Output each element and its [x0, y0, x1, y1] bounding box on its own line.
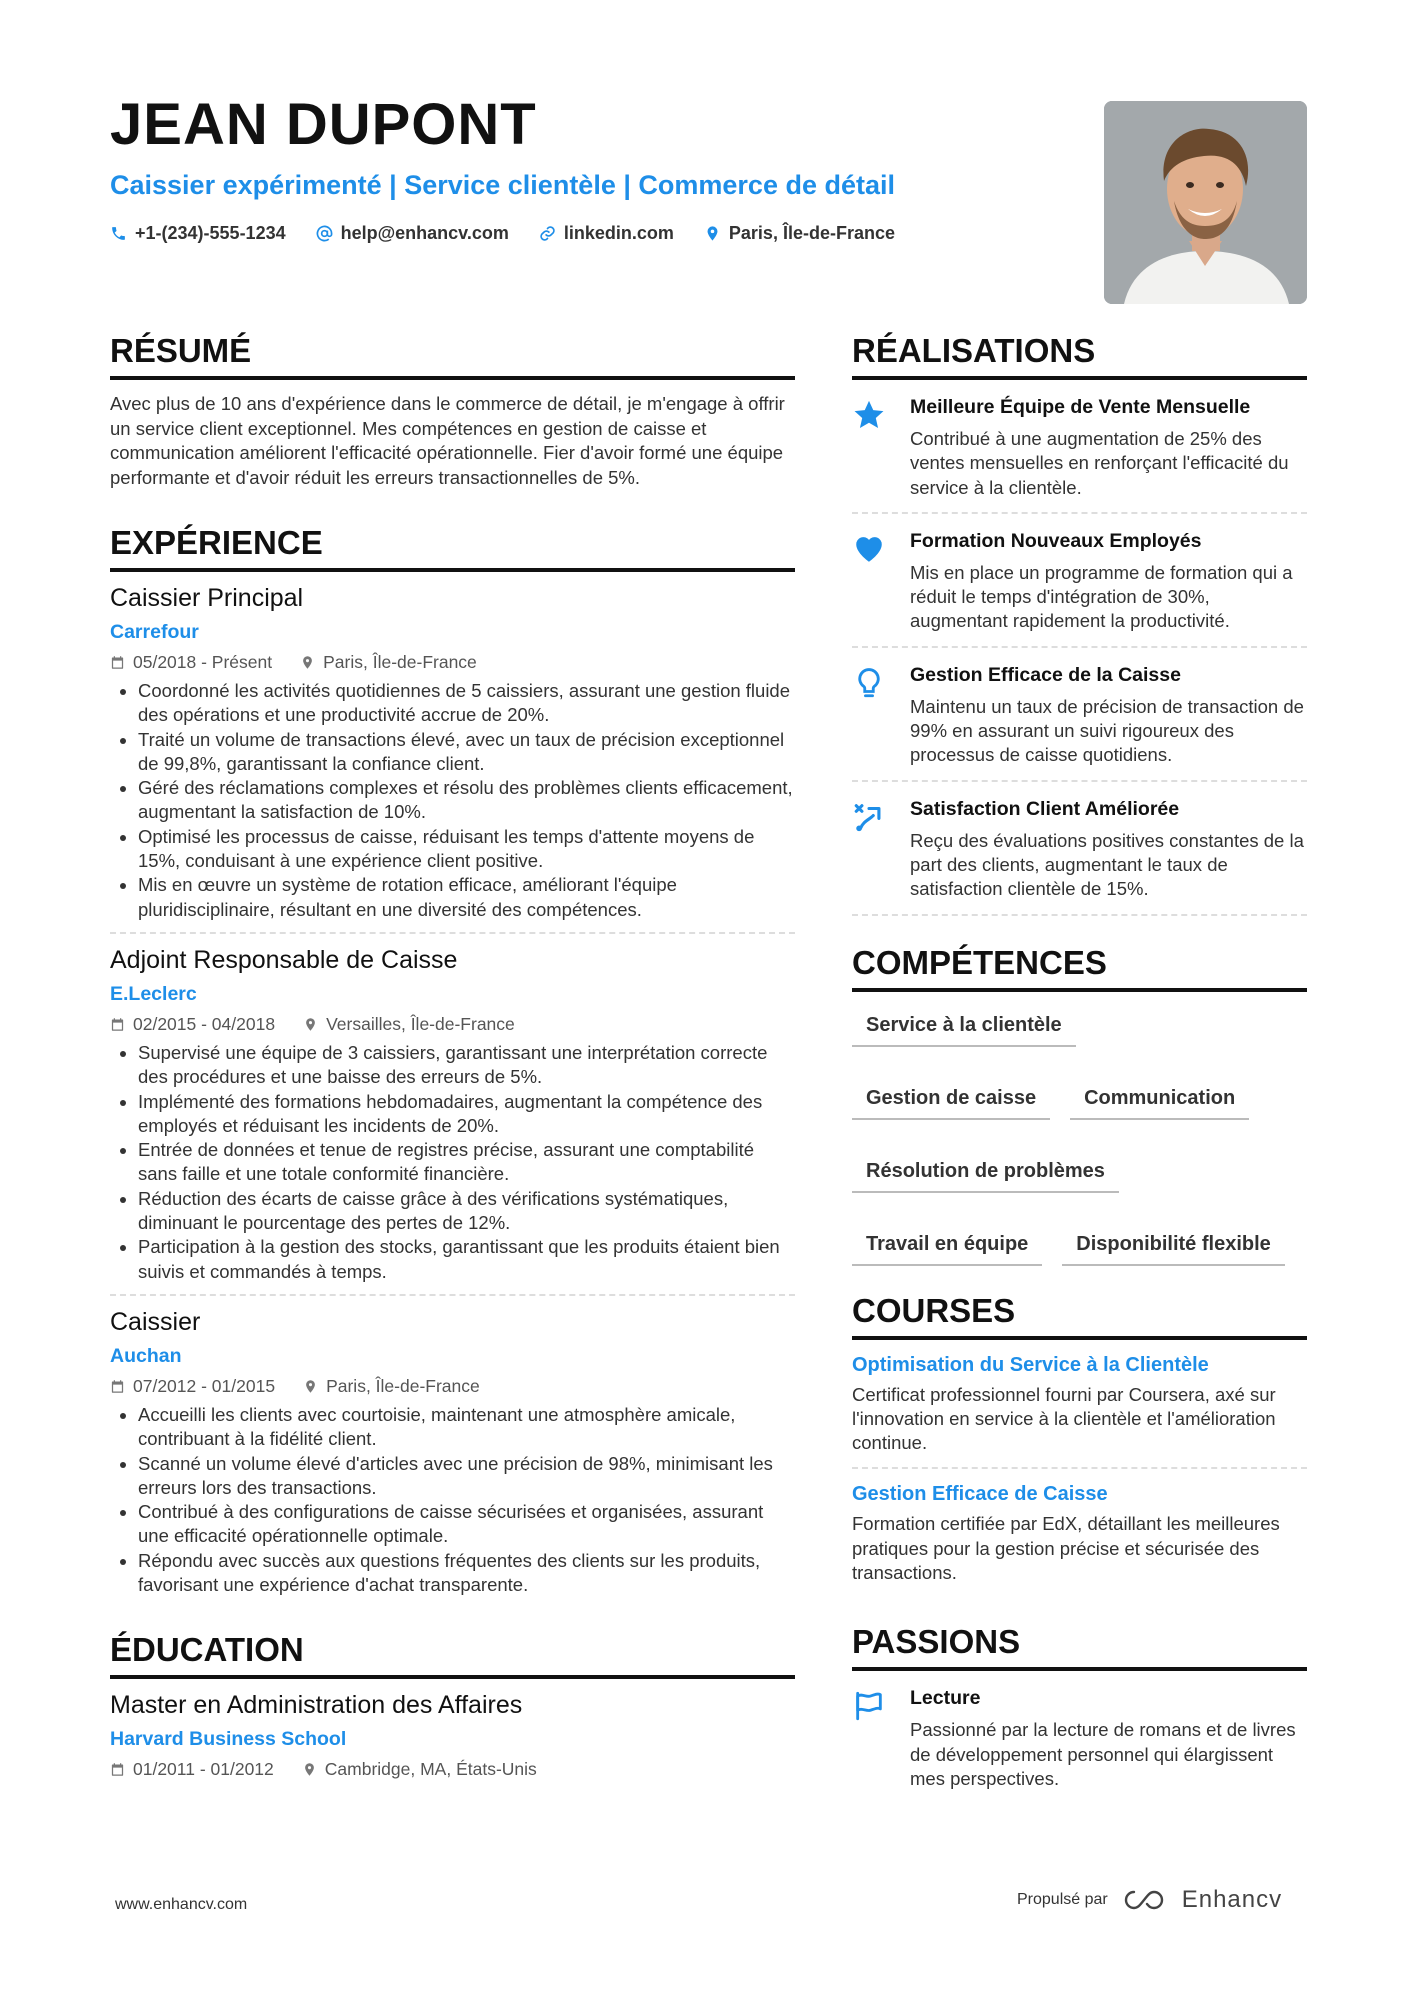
bullet-item: • Mis en œuvre un système de rotation efficace, améliorant l'équipe pluridisciplinaire, résultant en une diversité des compétences.: [138, 873, 795, 922]
education-location: Cambridge, MA, États-Unis: [324, 1759, 537, 1780]
contact-linkedin[interactable]: [539, 223, 674, 244]
summary-text: Avec plus de 10 ans d'expérience dans le commerce de détail, je m'engage à offrir un service client exceptionnel. Mes compétences en gestion de caisse et communication améliorent l'efficacité opérationnelle. Fier d'avoir formé une équipe performante et d'avoir réduit les erreurs transactionnelles de 5%.: [110, 393, 785, 488]
phone-icon: [110, 225, 127, 242]
achievement-item: [852, 514, 1307, 648]
achievement-title: Formation Nouveaux Employés: [910, 529, 1202, 552]
right-column: [852, 332, 1307, 1803]
job-dates: 02/2015 - 04/2018: [133, 1013, 276, 1034]
email-text: help@enhancv.com: [340, 223, 509, 243]
heart-icon: [852, 532, 886, 566]
bullet-item: • Accueilli les clients avec courtoisie, maintenant une atmosphère amicale, contribuant à la fidélité client.: [138, 1403, 795, 1452]
bullet-item: • Contribué à des configurations de caisse sécurisées et organisées, assurant une efficacité opérationnelle optimale.: [138, 1500, 795, 1549]
job-meta: [110, 1014, 795, 1035]
at-icon: [316, 225, 333, 242]
contact-location: [704, 223, 895, 244]
footer-website[interactable]: www.enhancv.com: [115, 1896, 248, 1913]
powered-by-text: Propulsé par: [1017, 1891, 1108, 1908]
location-pin-icon: [302, 1762, 317, 1777]
passion-title: Lecture: [910, 1687, 981, 1710]
bullet-item: • Participation à la gestion des stocks, garantissant que les produits étaient bien suivis et commandés à temps.: [138, 1235, 795, 1284]
calendar-icon: [110, 655, 125, 670]
passion-desc: Passionné par la lecture de romans et de livres de développement personnel qui élargissent mes perspectives.: [910, 1719, 1296, 1789]
summary-heading: RÉSUMÉ: [110, 332, 795, 380]
skill-tag: Résolution de problèmes: [852, 1156, 1119, 1193]
bullet-item: • Implémenté des formations hebdomadaires, augmentant la compétence des employés et réduisant les incidents de 20%.: [138, 1090, 795, 1139]
bullet-item: • Traité un volume de transactions élevé, avec un taux de précision exceptionnel de 99,8%, garantissant la confiance client.: [138, 728, 795, 777]
linkedin-text: linkedin.com: [563, 223, 674, 243]
calendar-icon: [110, 1017, 125, 1032]
education-dates: 01/2011 - 01/2012: [133, 1759, 274, 1780]
candidate-name: JEAN DUPONT: [110, 92, 537, 157]
course-item: [852, 1483, 1307, 1585]
skill-tag: Travail en équipe: [852, 1229, 1042, 1266]
passions-heading: PASSIONS: [852, 1623, 1307, 1671]
bullet-item: • Répondu avec succès aux questions fréquentes des clients sur les produits, favorisant une expérience d'achat transparente.: [138, 1549, 795, 1598]
course-desc: Formation certifiée par EdX, détaillant les meilleures pratiques pour la gestion précise et sécurisée des transactions.: [852, 1513, 1280, 1584]
enhancv-logo-icon: [1122, 1888, 1168, 1912]
achievement-title: Gestion Efficace de la Caisse: [910, 663, 1181, 686]
calendar-icon: [110, 1762, 125, 1777]
job-entry: [110, 1308, 795, 1597]
location-pin-icon: [303, 1017, 318, 1032]
left-column: [110, 332, 795, 1780]
bullet-item: • Scanné un volume élevé d'articles avec une précision de 98%, minimisant les erreurs lors des transactions.: [138, 1452, 795, 1501]
job-title: Caissier Principal: [110, 584, 304, 612]
job-meta: [110, 1376, 795, 1397]
phone-text: +1-(234)-555-1234: [135, 223, 286, 243]
courses-heading: COURSES: [852, 1292, 1307, 1340]
location-pin-icon: [303, 1379, 318, 1394]
job-bullets: [110, 1041, 795, 1284]
achievement-desc: Contribué à une augmentation de 25% des ventes mensuelles en renforçant l'efficacité du service à la clientèle.: [910, 428, 1289, 498]
education-meta: [110, 1759, 795, 1780]
job-location: Paris, Île-de-France: [323, 652, 477, 672]
company-name: Carrefour: [110, 621, 199, 643]
company-name: E.Leclerc: [110, 982, 197, 1005]
bullet-item: • Optimisé les processus de caisse, réduisant les temps d'attente moyens de 15%, conduisant à une expérience client positive.: [138, 825, 795, 874]
job-title: Adjoint Responsable de Caisse: [110, 945, 458, 974]
bullet-item: • Supervisé une équipe de 3 caissiers, garantissant une interprétation correcte des procédures et une baisse des erreurs de 5%.: [138, 1041, 795, 1090]
bullet-item: • Géré des réclamations complexes et résolu des problèmes clients efficacement, augmentant la satisfaction de 10%.: [138, 776, 795, 825]
brand-name: Enhancv: [1181, 1886, 1283, 1913]
bullet-item: • Réduction des écarts de caisse grâce à des vérifications systématiques, diminuant le pourcentage des pertes de 12%.: [138, 1187, 795, 1236]
skill-tag: Gestion de caisse: [852, 1083, 1050, 1120]
calendar-icon: [110, 1379, 125, 1394]
achievement-item: [852, 648, 1307, 782]
flag-icon: [852, 1689, 886, 1723]
skill-tag: Service à la clientèle: [852, 1010, 1076, 1047]
company-name: Auchan: [110, 1344, 182, 1367]
job-dates: 05/2018 - Présent: [133, 652, 273, 672]
achievement-title: Meilleure Équipe de Vente Mensuelle: [910, 396, 1251, 418]
achievement-title: Satisfaction Client Améliorée: [910, 797, 1180, 820]
job-title: Caissier: [110, 1307, 201, 1336]
skill-tag: Disponibilité flexible: [1062, 1229, 1284, 1266]
job-location: Paris, Île-de-France: [326, 1375, 480, 1396]
job-dates: 07/2012 - 01/2015: [133, 1375, 276, 1396]
job-bullets: [110, 679, 795, 922]
passion-item: [852, 1671, 1307, 1803]
achievement-desc: Mis en place un programme de formation qui a réduit le temps d'intégration de 30%, augmentant rapidement la productivité.: [910, 561, 1293, 632]
course-desc: Certificat professionnel fourni par Coursera, axé sur l'innovation en service à la clientèle et l'amélioration continue.: [852, 1383, 1276, 1454]
achievements-heading: RÉALISATIONS: [852, 332, 1307, 380]
contact-phone[interactable]: [110, 223, 286, 244]
education-entry: [110, 1691, 795, 1780]
degree-title: Master en Administration des Affaires: [110, 1691, 523, 1720]
job-entry: [110, 584, 795, 934]
divider: [110, 1294, 795, 1296]
skills-list: [852, 1010, 1307, 1266]
link-icon: [539, 225, 556, 242]
location-pin-icon: [704, 225, 721, 242]
divider: [852, 1467, 1307, 1469]
achievement-item: [852, 380, 1307, 514]
achievement-item: [852, 782, 1307, 916]
course-item: [852, 1354, 1307, 1470]
candidate-tagline: Caissier expérimenté | Service clientèle | Commerce de détail: [110, 170, 895, 200]
strategy-icon: [852, 800, 886, 834]
education-heading: ÉDUCATION: [110, 1631, 795, 1679]
contact-bar: [110, 223, 1070, 244]
resume-header: [110, 92, 1070, 244]
location-text: Paris, Île-de-France: [728, 223, 895, 243]
job-location: Versailles, Île-de-France: [326, 1013, 515, 1034]
achievement-desc: Maintenu un taux de précision de transaction de 99% en assurant un suivi rigoureux des processus de caisse quotidiens.: [910, 695, 1304, 766]
bullet-item: • Coordonné les activités quotidiennes de 5 caissiers, assurant une gestion fluide des opérations et une productivité accrue de 20%.: [138, 679, 795, 728]
contact-email[interactable]: [316, 223, 509, 244]
job-meta: [110, 652, 795, 673]
star-icon: [852, 398, 886, 432]
profile-photo: [1104, 101, 1307, 304]
school-name: Harvard Business School: [110, 1728, 347, 1751]
bullet-item: • Entrée de données et tenue de registres précise, assurant une comptabilité sans faille et une totale conformité financière.: [138, 1138, 795, 1187]
location-pin-icon: [300, 655, 315, 670]
course-title: Optimisation du Service à la Clientèle: [852, 1353, 1209, 1376]
achievement-desc: Reçu des évaluations positives constantes de la part des clients, augmentant le taux de satisfaction clientèle de 15%.: [910, 829, 1304, 900]
course-title: Gestion Efficace de Caisse: [852, 1483, 1108, 1506]
job-bullets: [110, 1403, 795, 1597]
footer-branding: [1017, 1886, 1282, 1914]
divider: [110, 932, 795, 934]
skill-tag: Communication: [1070, 1083, 1249, 1120]
job-entry: [110, 946, 795, 1296]
lightbulb-icon: [852, 666, 886, 700]
skills-heading: COMPÉTENCES: [852, 944, 1307, 992]
experience-heading: EXPÉRIENCE: [110, 524, 795, 572]
